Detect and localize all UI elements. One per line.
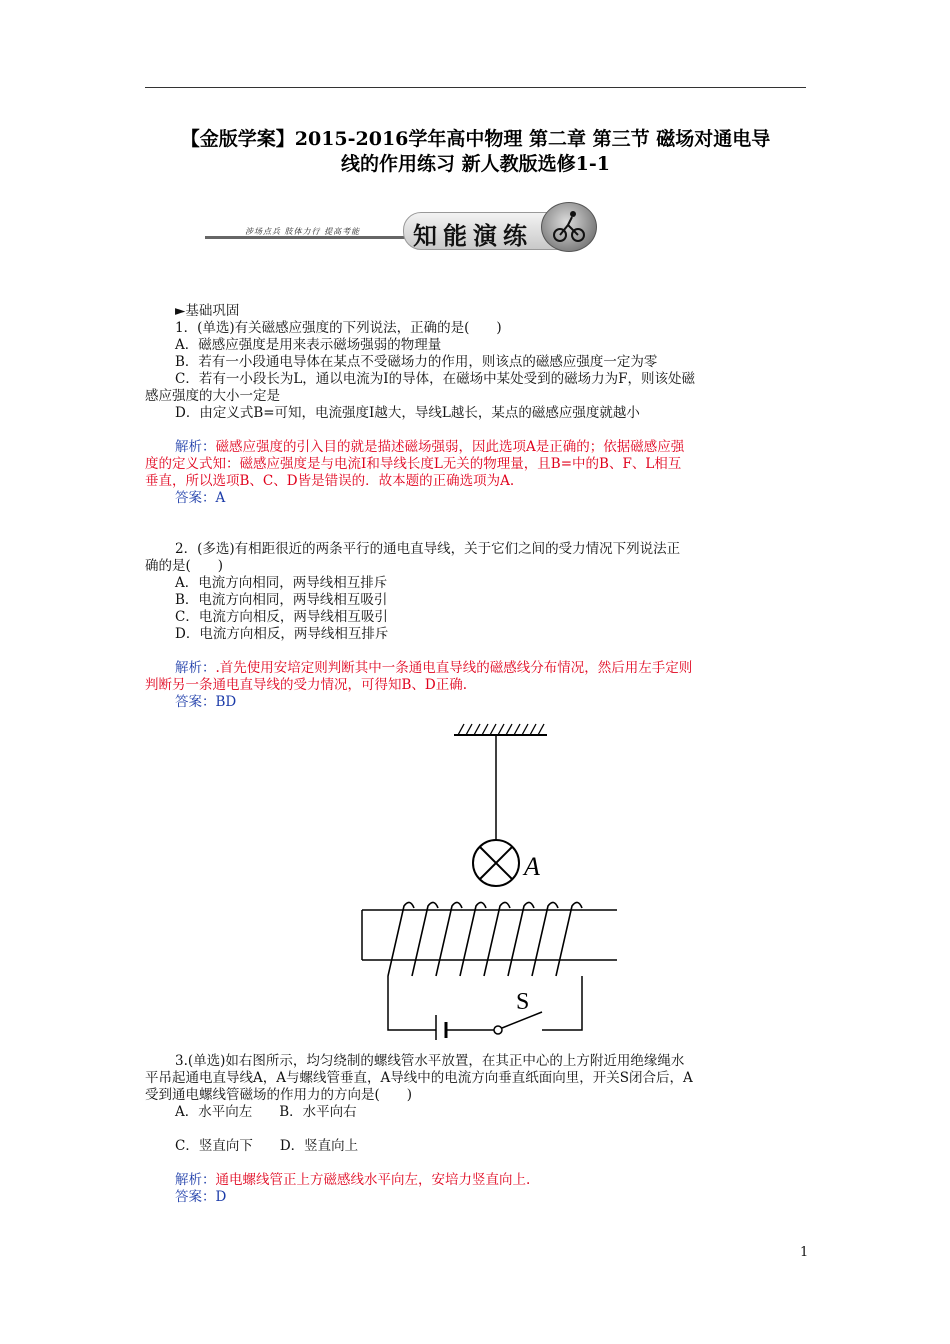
q2-answer: 答案：BD: [175, 694, 237, 710]
label-a: A: [524, 852, 540, 881]
solenoid-figure: [360, 718, 620, 1040]
conductor-into-page-icon: [473, 840, 519, 886]
q1-option-d: D．由定义式B=可知，电流强度I越大，导线L越长，某点的磁感应强度就越小: [175, 405, 640, 421]
q2-option-a: A．电流方向相同，两导线相互排斥: [175, 575, 388, 591]
q3-analysis: 解析：通电螺线管正上方磁感线水平向左，安培力竖直向上.: [175, 1172, 531, 1188]
q3-stem-line-1: 3.(单选)如右图所示，均匀绕制的螺线管水平放置，在其正中心的上方附近用绝缘绳水: [175, 1053, 685, 1069]
ceiling-hatch: [458, 724, 544, 735]
q2-option-d: D．电流方向相反，两导线相互排斥: [175, 626, 389, 642]
q1-analysis-line-2: 度的定义式知：磁感应强度是与电流I和导线长度L无关的物理量，且B=中的B、F、L相互: [145, 456, 682, 472]
q2-analysis-line-1: 解析：.首先使用安培定则判断其中一条通电直导线的磁感线分布情况，然后用左手定则: [175, 660, 693, 676]
q2-stem-line-2: 确的是( ): [145, 558, 224, 574]
q1-analysis-line-1: 解析：磁感应强度的引入目的就是描述磁场强弱，因此选项A是正确的；依据磁感应强: [175, 439, 685, 455]
q1-answer: 答案：A: [175, 490, 226, 506]
q1-option-a: A．磁感应强度是用来表示磁场强弱的物理量: [175, 337, 442, 353]
q3-stem-line-3: 受到通电螺线管磁场的作用力的方向是( ): [145, 1087, 413, 1103]
section-heading: ►基础巩固: [175, 303, 240, 319]
banner-slogan: 涉场点兵 肢体力行 提高考能: [245, 227, 361, 236]
header-rule: [145, 87, 806, 88]
q2-option-c: C．电流方向相反，两导线相互吸引: [175, 609, 388, 625]
q1-option-c-line-1: C．若有一小段长为L，通以电流为I的导体，在磁场中某处受到的磁场力为F，则该处磁: [175, 371, 695, 387]
q3-stem-line-2: 平吊起通电直导线A，A与螺线管垂直，A导线中的电流方向垂直纸面向里，开关S闭合后，A: [145, 1070, 693, 1086]
document-title: [145, 127, 806, 177]
exercise-content: [145, 303, 810, 711]
q1-stem: 1．(单选)有关磁感应强度的下列说法，正确的是( ): [175, 320, 502, 336]
page-number: 1: [800, 1245, 809, 1260]
q1-analysis-label: 解析：: [175, 439, 216, 455]
banner-title: 知能演练: [413, 222, 533, 250]
label-s: S: [516, 989, 530, 1015]
section-banner: [205, 198, 765, 256]
switch-pivot: [494, 1026, 502, 1034]
q3-answer: 答案：D: [175, 1189, 227, 1205]
title-line-2: 线的作用练习 新人教版选修1-1: [341, 153, 610, 175]
q1-option-c-line-2: 感应强度的大小一定是: [145, 388, 280, 404]
q3-options-cd: C．竖直向下 D．竖直向上: [175, 1138, 359, 1154]
title-line-1: 【金版学案】2015-2016学年高中物理 第二章 第三节 磁场对通电导: [180, 128, 771, 150]
q1-option-b: B．若有一小段通电导体在某点不受磁场力的作用，则该点的磁感应强度一定为零: [175, 354, 658, 370]
q3-content: [145, 1053, 810, 1206]
q2-analysis-line-2: 判断另一条通电直导线的受力情况，可得知B、D正确.: [145, 677, 468, 693]
q2-analysis-label: 解析：: [175, 660, 216, 676]
q3-options-ab: A．水平向左 B．水平向右: [175, 1104, 357, 1120]
q2-stem-line-1: 2．(多选)有相距很近的两条平行的通电直导线，关于它们之间的受力情况下列说法正: [175, 541, 681, 557]
cyclist-icon: [541, 202, 597, 252]
q3-analysis-label: 解析：: [175, 1172, 216, 1188]
q2-option-b: B．电流方向相同，两导线相互吸引: [175, 592, 388, 608]
q1-analysis-line-3: 垂直，所以选项B、C、D皆是错误的．故本题的正确选项为A.: [145, 473, 515, 489]
solenoid-coil: [388, 902, 582, 976]
